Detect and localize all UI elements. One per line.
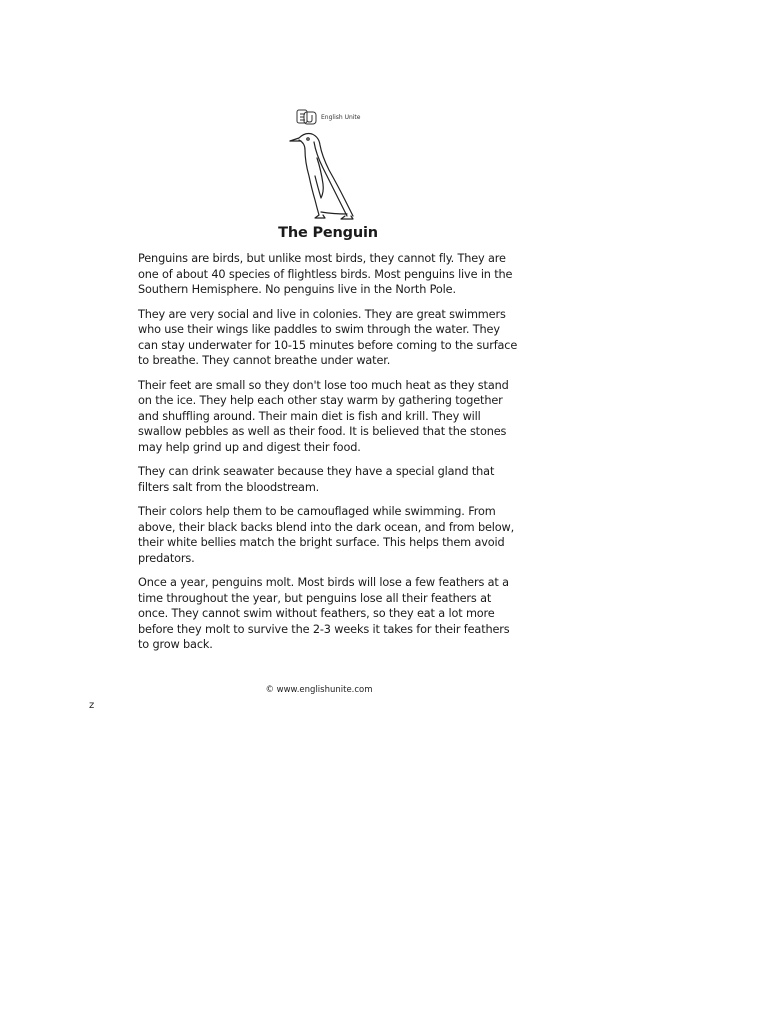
paragraph: They are very social and live in colonies. They are great swimmers who use their wings like paddles to swim through the water. They can stay underwater for 10-15 minutes before coming to the surface to breathe. They cannot breathe under water. <box>138 307 518 367</box>
page-mark: z <box>89 700 95 711</box>
copyright-notice: © www.englishunite.com <box>265 685 373 695</box>
paragraph: Once a year, penguins molt. Most birds will lose a few feathers at a time throughout the year, but penguins lose all their feathers at once. They cannot swim without feathers, so they eat a lot more before they molt to survive the 2-3 weeks it takes for their feathers to grow back. <box>138 576 510 651</box>
paragraph: Their feet are small so they don't lose too much heat as they stand on the ice. They help each other stay warm by gathering together and shuffling around. Their main diet is fish and krill. They will swallow pebbles as well as their food. It is believed that the stones may help grind up and digest their food. <box>138 378 509 454</box>
article-body <box>138 251 520 662</box>
english-unite-logo <box>296 108 376 128</box>
logo-icon <box>296 108 320 126</box>
paragraph: They can drink seawater because they have a special gland that filters salt from the bloodstream. <box>138 465 495 494</box>
paragraph: Their colors help them to be camouflaged while swimming. From above, their black backs blend into the dark ocean, and from below, their white bellies match the bright surface. This helps them avoid predators. <box>138 505 515 565</box>
penguin-illustration <box>285 128 367 224</box>
paragraph: Penguins are birds, but unlike most birds, they cannot fly. They are one of about 40 species of flightless birds. Most penguins live in the Southern Hemisphere. No penguins live in the North Pole. <box>138 252 513 296</box>
page-title: The Penguin <box>278 225 378 241</box>
logo-text: English Unite <box>321 114 361 121</box>
